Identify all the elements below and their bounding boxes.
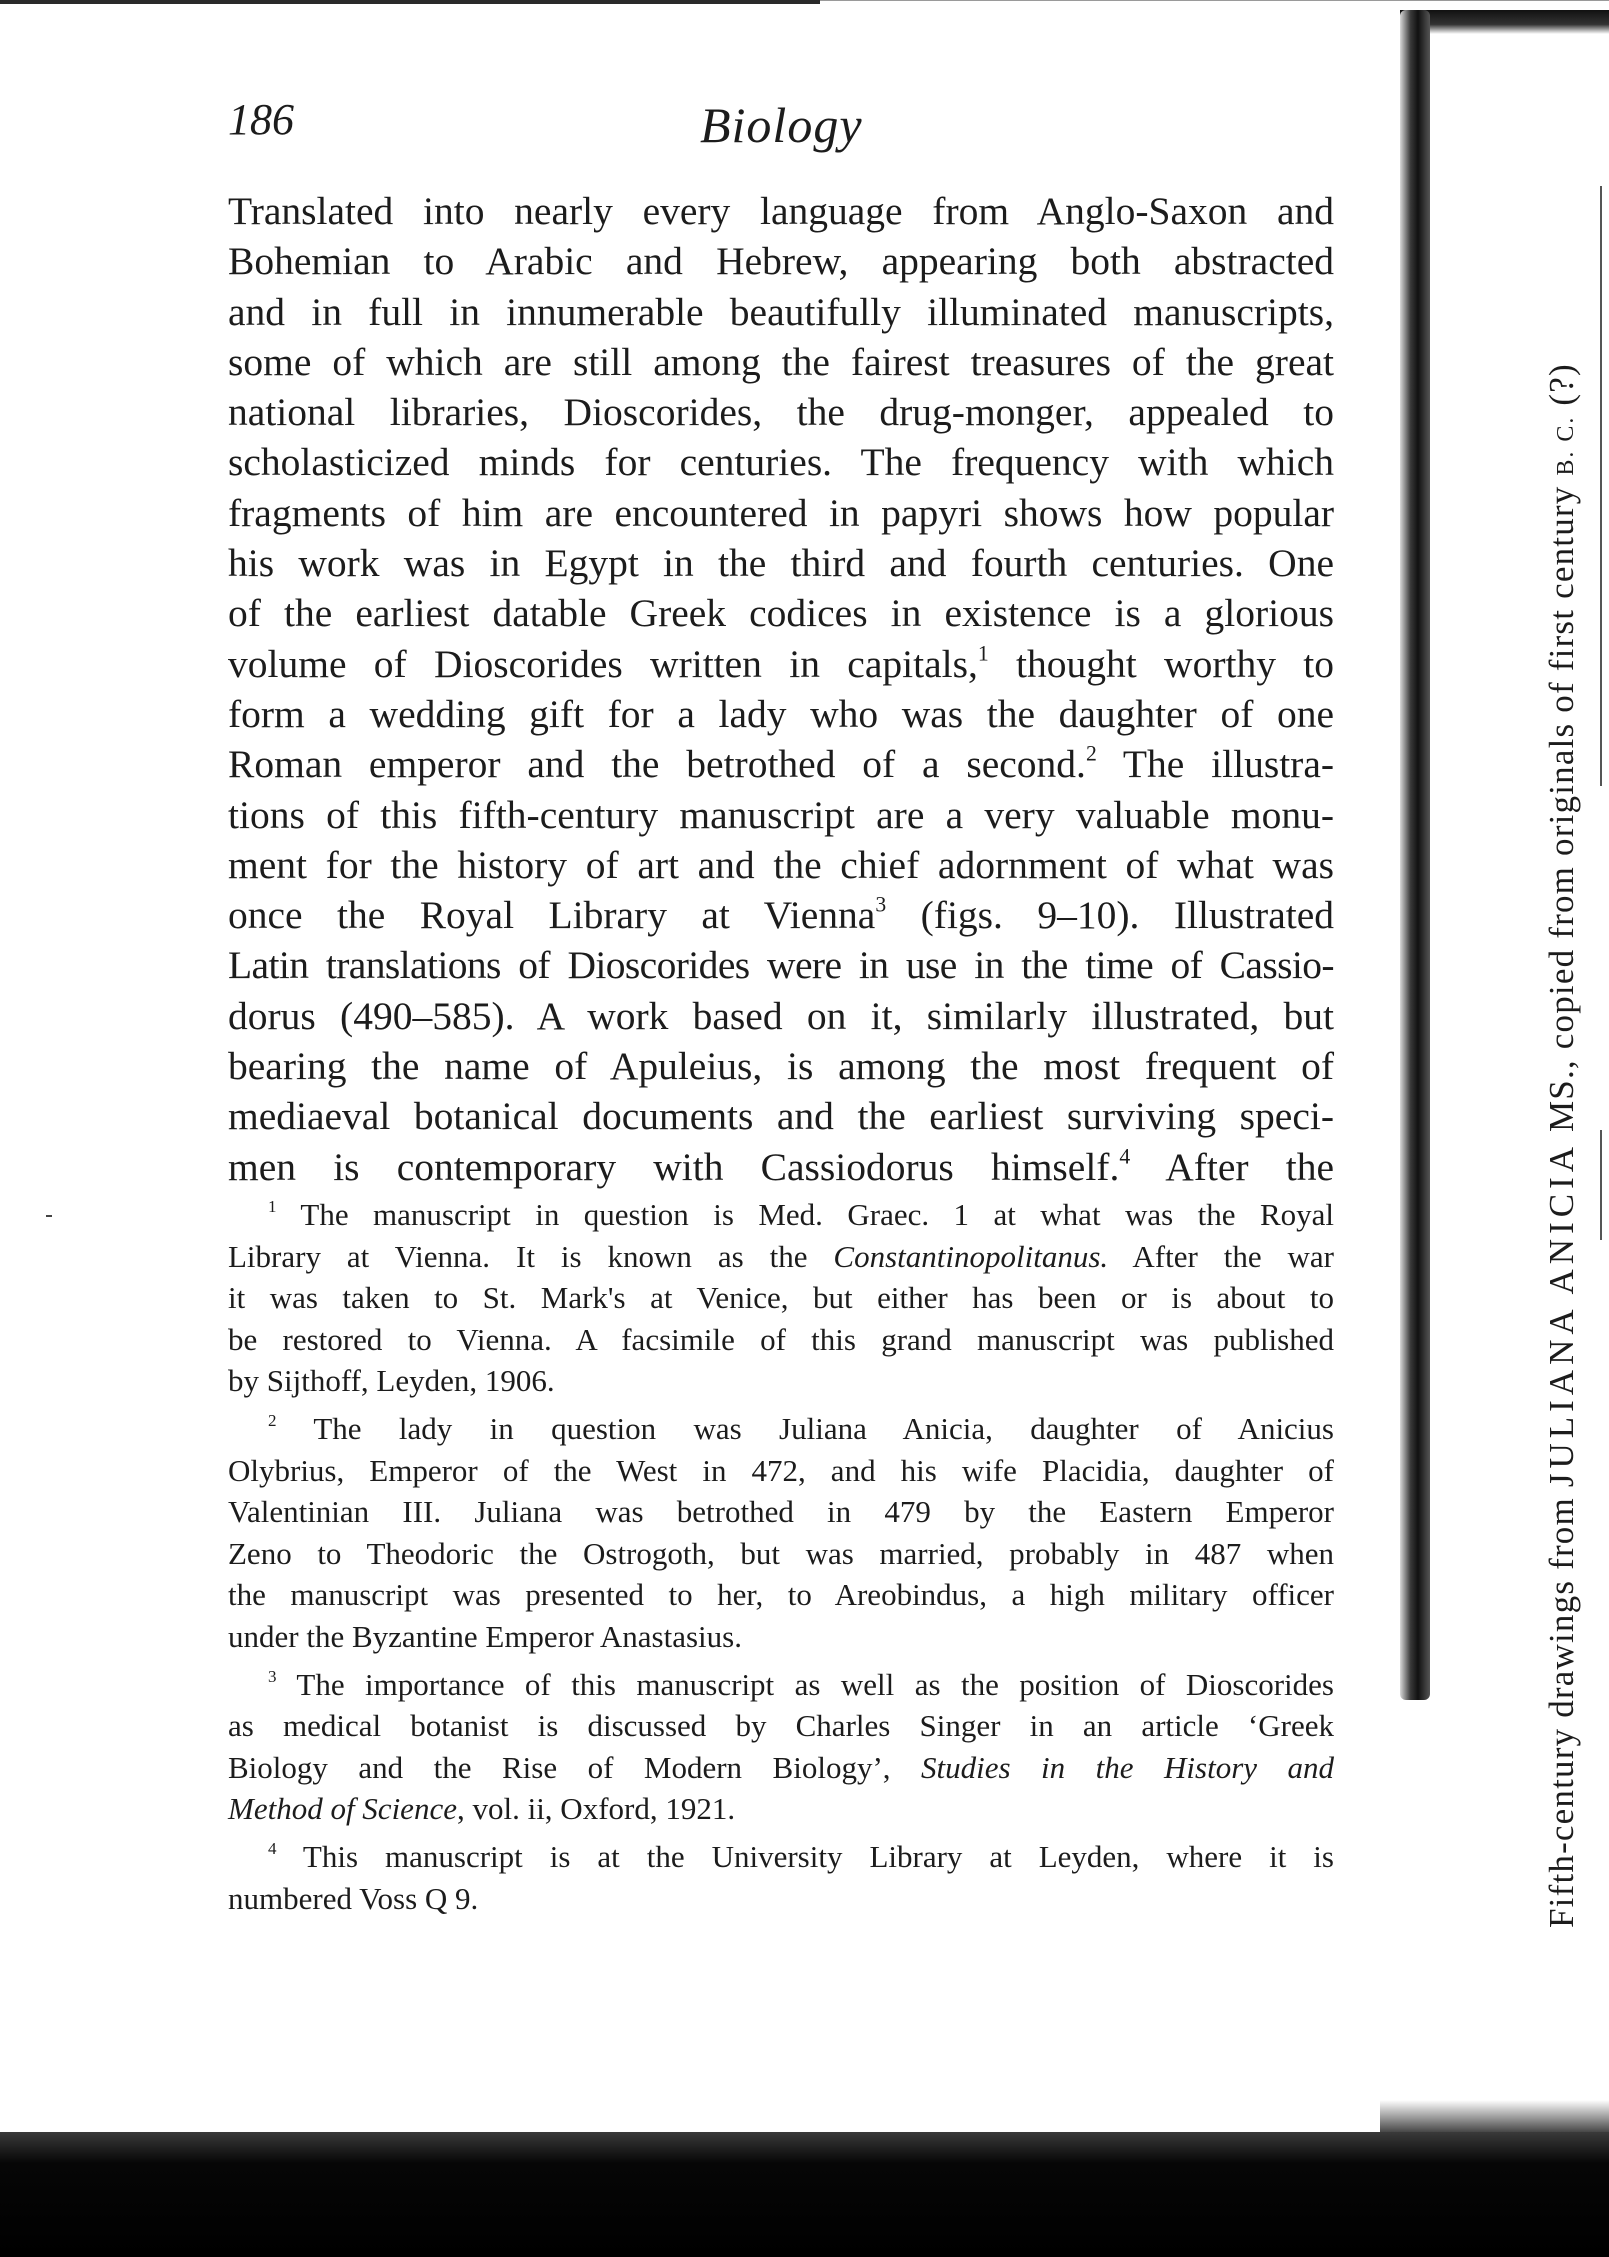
scan-top-shadow: [0, 0, 820, 4]
footnote-text: Library at Vienna. It is known as the: [228, 1238, 834, 1274]
footnote-text: The lady in question was Juliana Anicia, daughter of Anicius: [276, 1410, 1334, 1446]
footnote-italic: Method of Science: [228, 1791, 457, 1827]
footnote-1: [228, 1194, 1334, 1236]
body-line: some of which are still among the fairest treasures of the great: [228, 339, 1334, 384]
running-title: Biology: [700, 97, 863, 153]
footnote-line: numbered Voss Q 9.: [228, 1880, 479, 1916]
footnote-4: [228, 1836, 1334, 1878]
binding-shadow: [1400, 10, 1430, 1700]
body-text-span: thought worthy to: [988, 641, 1334, 686]
footnote-line: the manuscript was presented to her, to Areobindus, a high military officer: [228, 1577, 1334, 1613]
scan-bottom-edge: [0, 2132, 1609, 2257]
footnote-text: The importance of this manuscript as well as the position of Dioscorides: [276, 1666, 1334, 1702]
body-line: and in full in innumerable beautifully illuminated manuscripts,: [228, 289, 1334, 334]
footnote-line: Zeno to Theodoric the Ostrogoth, but was married, probably in 487 when: [228, 1535, 1334, 1571]
footnote-text: This manuscript is at the University Library at Leyden, where it is: [276, 1838, 1334, 1874]
footnote-ref-4: 4: [1119, 1144, 1131, 1169]
footnote-ref-2: 2: [1085, 741, 1097, 766]
body-text-span: After the: [1130, 1144, 1334, 1189]
footnote-mark: 4: [268, 1839, 277, 1859]
footnote-mark: 2: [268, 1411, 277, 1431]
footnote-text: Biology and the Rise of Modern Biology’,: [228, 1749, 922, 1785]
footnote-3: [228, 1664, 1334, 1706]
body-line: [228, 890, 1334, 940]
body-line: [228, 1142, 1334, 1192]
body-text-span: (figs. 9–10). Illustrated: [886, 893, 1334, 938]
body-line: dorus (490–585). A work based on it, similarly illustrated, but: [228, 993, 1334, 1038]
body-line: [228, 739, 1334, 789]
body-line: Translated into nearly every language from Anglo-Saxon and: [228, 189, 1334, 233]
body-line: national libraries, Dioscorides, the drug-monger, appealed to: [228, 390, 1334, 435]
caption-text: (?): [1542, 363, 1581, 416]
footnote-line: [228, 1788, 1334, 1830]
body-line: bearing the name of Apuleius, is among the most frequent of: [228, 1044, 1334, 1089]
scan-speck: [46, 1215, 52, 1217]
footnote-line: Valentinian III. Juliana was betrothed in 479 by the Eastern Emperor: [228, 1494, 1334, 1530]
plate-edge-rule: [1600, 1130, 1602, 1240]
body-text-span: men is contemporary with Cassiodorus himself.: [228, 1144, 1120, 1189]
body-line: fragments of him are encountered in papyri shows how popular: [228, 490, 1334, 535]
footnote-italic: Studies in the History and: [921, 1749, 1334, 1785]
caption-manuscript-name: JULIANA ANICIA: [1542, 1141, 1581, 1488]
footnote-italic: Constantinopolitanus.: [833, 1238, 1109, 1274]
plate-caption: [1544, 363, 1579, 1928]
footnote-text: After the war: [1108, 1238, 1334, 1274]
body-line: of the earliest datable Greek codices in existence is a glorious: [228, 591, 1334, 636]
body-text-span: Roman emperor and the betrothed of a second.: [228, 742, 1086, 787]
footnote-ref-3: 3: [875, 892, 887, 917]
page-number: 186: [228, 95, 294, 144]
footnote-ref-1: 1: [977, 641, 989, 666]
body-line: Latin translations of Dioscorides were in use in the time of Cassio-: [228, 943, 1334, 988]
body-line: mediaeval botanical documents and the earliest surviving speci-: [228, 1094, 1334, 1139]
footnote-text: The manuscript in question is Med. Graec. 1 at what was the Royal: [276, 1197, 1334, 1232]
footnote-line: as medical botanist is discussed by Charles Singer in an article ‘Greek: [228, 1708, 1334, 1744]
body-text-span: The illustra-: [1096, 742, 1335, 787]
body-line: form a wedding gift for a lady who was the daughter of one: [228, 691, 1334, 736]
body-line: Bohemian to Arabic and Hebrew, appearing both abstracted: [228, 239, 1334, 284]
body-line: scholasticized minds for centuries. The frequency with which: [228, 440, 1334, 485]
body-line: his work was in Egypt in the third and fourth centuries. One: [228, 541, 1334, 586]
footnote-text: , vol. ii, Oxford, 1921.: [456, 1791, 736, 1827]
footnote-line: [228, 1236, 1334, 1278]
footnote-2: [228, 1408, 1334, 1450]
footnote-mark: 1: [268, 1197, 277, 1217]
footnote-line: Olybrius, Emperor of the West in 472, and his wife Placidia, daughter of: [228, 1452, 1334, 1488]
body-text-span: once the Royal Library at Vienna: [228, 893, 876, 938]
plate-edge-rule: [1600, 186, 1602, 786]
body-line: [228, 639, 1334, 689]
footnote-line: under the Byzantine Emperor Anastasius.: [228, 1618, 742, 1654]
footnote-line: be restored to Vienna. A facsimile of this grand manuscript was published: [228, 1321, 1334, 1357]
body-line: tions of this fifth-century manuscript are a very valuable monu-: [228, 792, 1334, 837]
footnote-line: by Sijthoff, Leyden, 1906.: [228, 1363, 555, 1399]
caption-era: B. C.: [1553, 415, 1579, 476]
body-text-span: volume of Dioscorides written in capitals,: [228, 641, 978, 686]
caption-text: Fifth-century drawings from: [1542, 1487, 1581, 1928]
body-line: ment for the history of art and the chief adornment of what was: [228, 842, 1334, 887]
caption-text: MS., copied from originals of first century: [1542, 475, 1581, 1142]
binding-shadow-top: [1400, 10, 1609, 34]
footnote-mark: 3: [268, 1666, 277, 1686]
footnotes: [228, 1194, 1334, 1919]
body-text: [228, 186, 1334, 1192]
footnote-line: [228, 1747, 1334, 1789]
footnote-line: it was taken to St. Mark's at Venice, but either has been or is about to: [228, 1280, 1334, 1316]
